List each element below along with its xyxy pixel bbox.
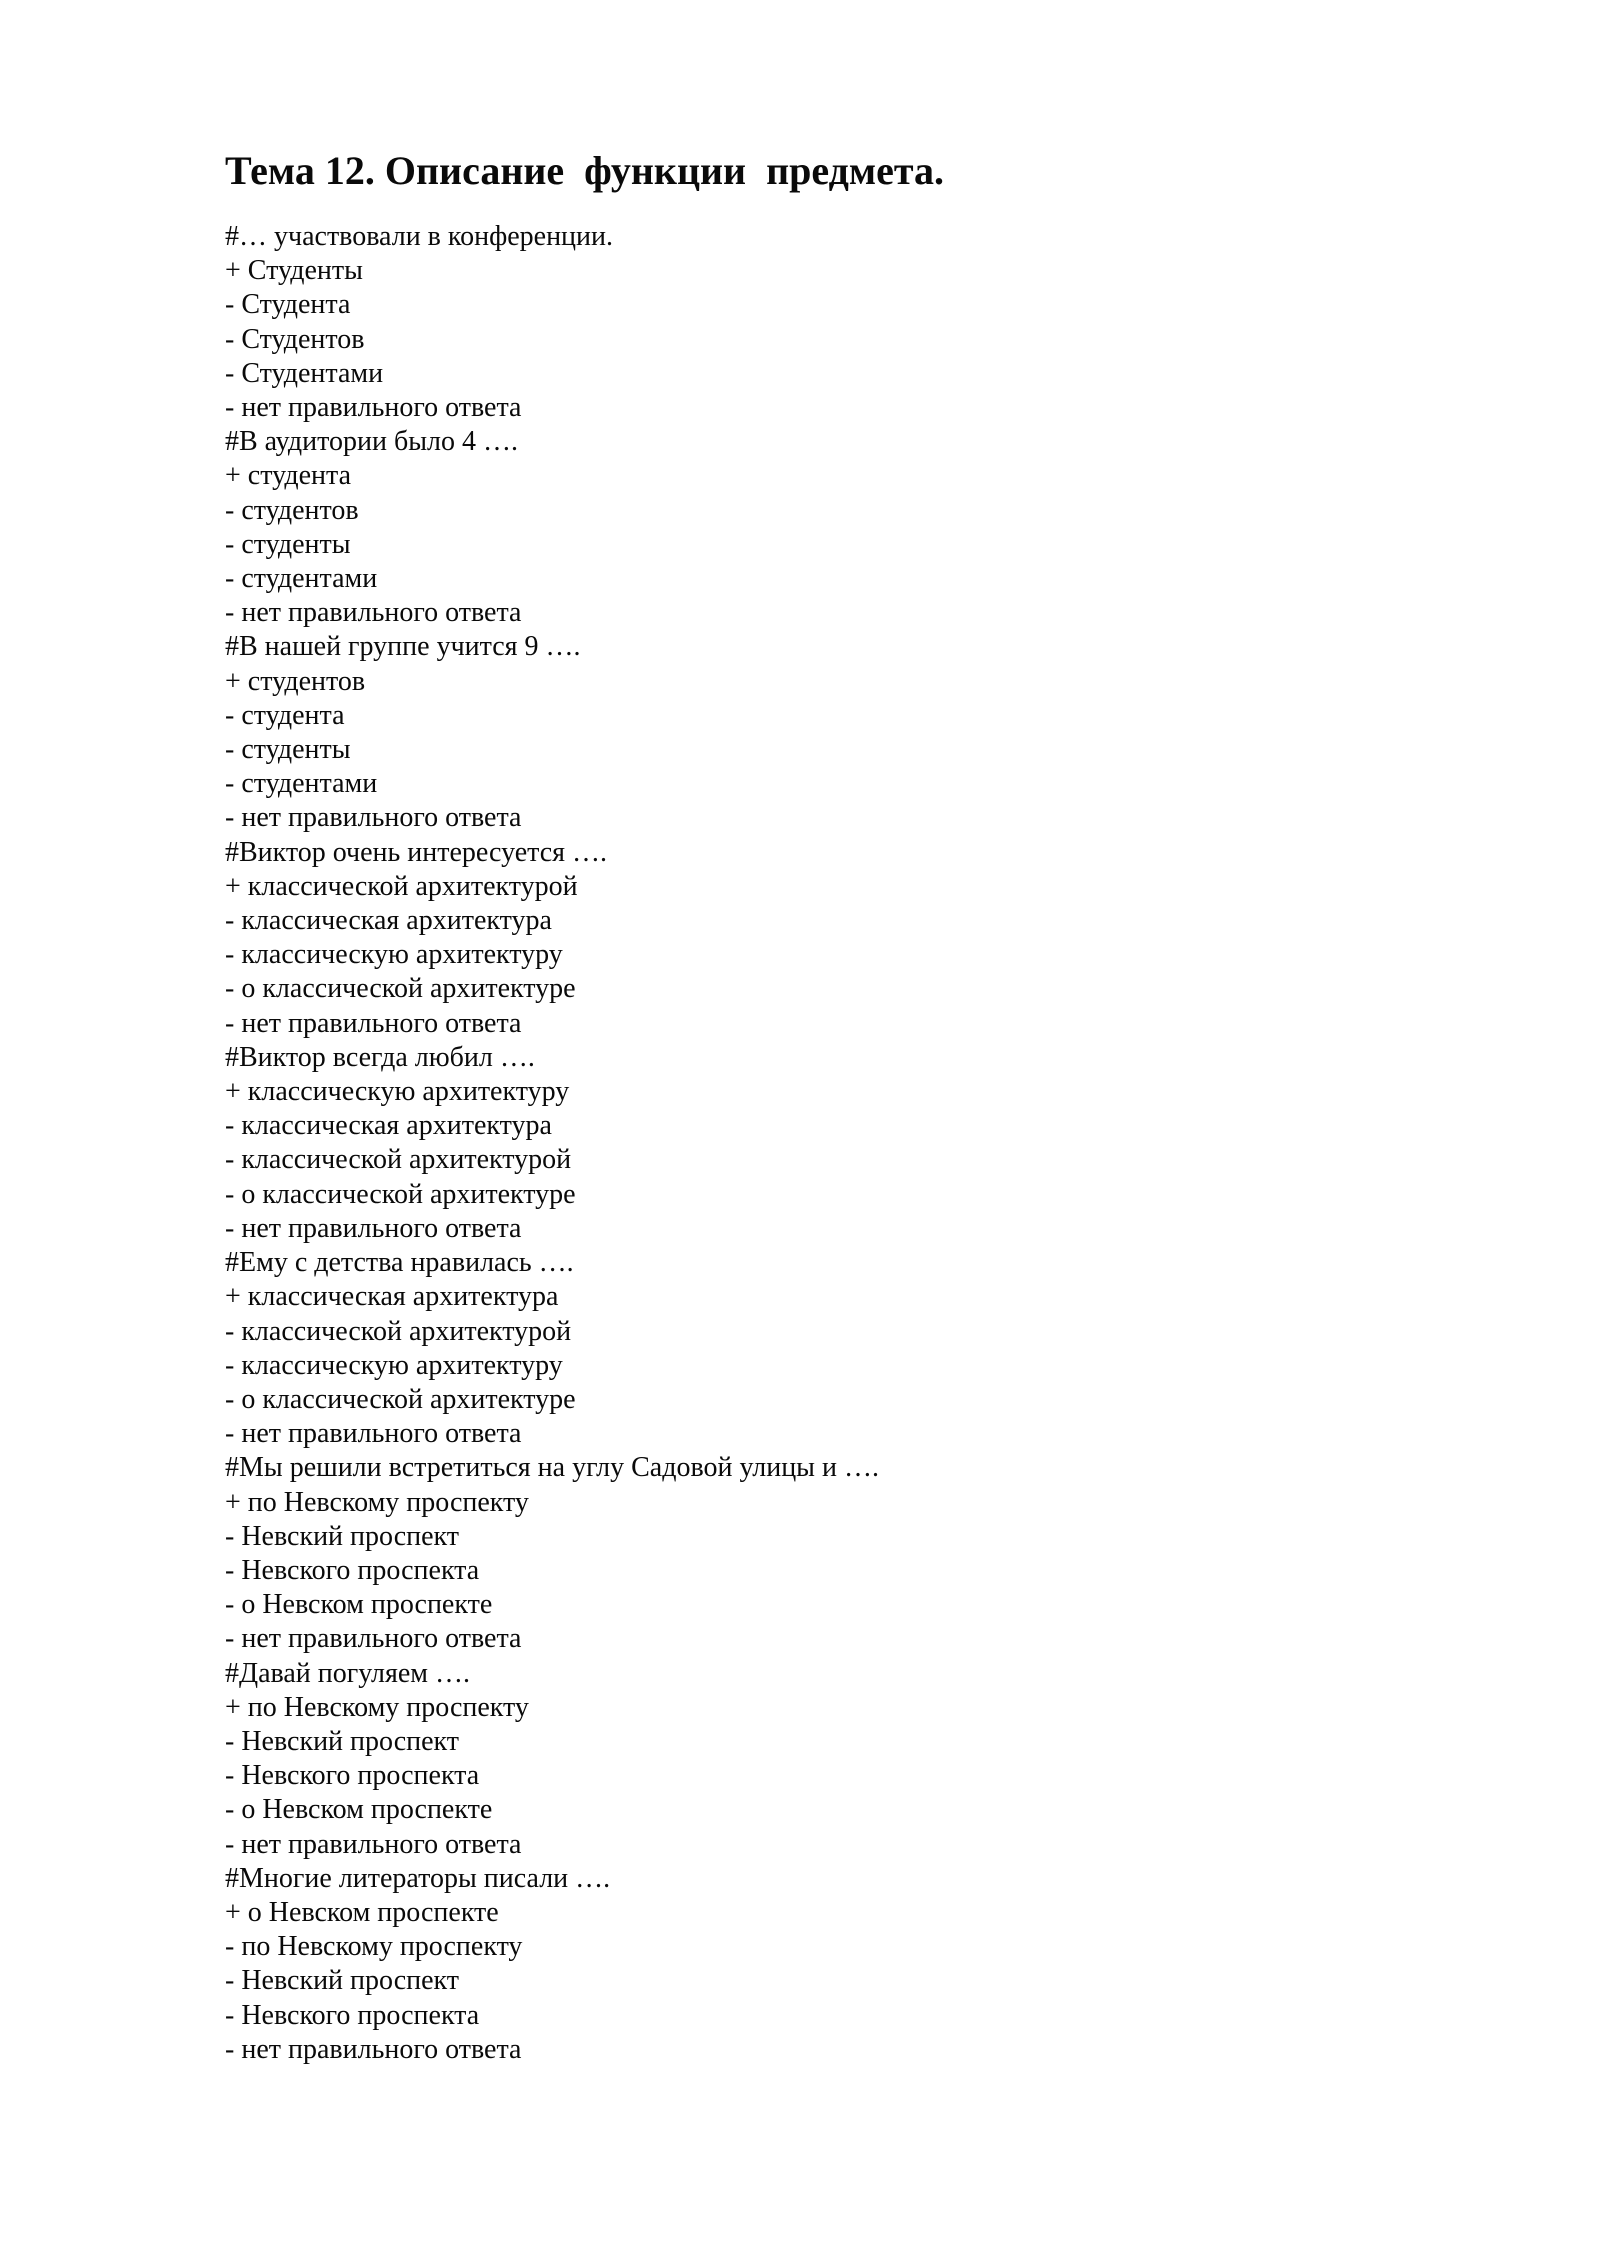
- answer-marker: -: [225, 1931, 235, 1963]
- answer-text: Студента: [241, 289, 351, 321]
- answer-text: нет правильного ответа: [241, 2033, 522, 2065]
- answer-marker: -: [225, 1178, 235, 1210]
- answer-text: классическую архитектуру: [241, 1349, 563, 1381]
- answer-marker: -: [225, 1349, 235, 1381]
- answer-option-incorrect: [225, 1349, 1540, 1383]
- answer-option-incorrect: [225, 1554, 1540, 1588]
- answer-marker: -: [225, 699, 235, 731]
- answer-marker: -: [225, 1794, 235, 1826]
- answer-marker: -: [225, 1623, 235, 1655]
- answer-marker: -: [225, 1554, 235, 1586]
- answer-text: Студентов: [241, 323, 365, 355]
- answer-option-incorrect: [225, 1212, 1540, 1246]
- answer-marker: -: [225, 1589, 235, 1621]
- answer-text: Невский проспект: [241, 1965, 460, 1997]
- answer-marker: +: [225, 1076, 241, 1108]
- answer-marker: -: [225, 392, 235, 424]
- answer-option-correct: [225, 254, 1540, 288]
- question-prompt: #Давай погуляем ….: [225, 1657, 471, 1689]
- answer-option-incorrect: [225, 357, 1540, 391]
- answer-marker: -: [225, 1828, 235, 1860]
- answer-option-correct: [225, 1486, 1540, 1520]
- answer-marker: -: [225, 597, 235, 629]
- answer-marker: -: [225, 1999, 235, 2031]
- answer-marker: -: [225, 1520, 235, 1552]
- answer-option-correct: [225, 459, 1540, 493]
- answer-text: студенты: [241, 734, 351, 766]
- answer-option-incorrect: [225, 1725, 1540, 1759]
- answer-option-incorrect: [225, 1622, 1540, 1656]
- answer-option-correct: [225, 1691, 1540, 1725]
- answer-text: Невский проспект: [241, 1520, 460, 1552]
- answer-option-incorrect: [225, 801, 1540, 835]
- answer-text: студента: [241, 699, 345, 731]
- answer-marker: -: [225, 1212, 235, 1244]
- answer-text: нет правильного ответа: [241, 1623, 522, 1655]
- answer-text: о Невском проспекте: [241, 1794, 493, 1826]
- answer-text: нет правильного ответа: [241, 1212, 522, 1244]
- answer-text: классической архитектурой: [247, 870, 578, 902]
- answer-marker: +: [225, 1486, 241, 1518]
- answer-text: Невского проспекта: [241, 1760, 480, 1792]
- answer-marker: -: [225, 494, 235, 526]
- answer-text: классическая архитектура: [241, 905, 552, 937]
- question-prompt: #Виктор всегда любил ….: [225, 1041, 535, 1073]
- answer-text: нет правильного ответа: [241, 802, 522, 834]
- answer-text: классическую архитектуру: [241, 939, 563, 971]
- answer-text: по Невскому проспекту: [247, 1691, 529, 1723]
- answer-option-incorrect: [225, 1315, 1540, 1349]
- answer-marker: +: [225, 1691, 241, 1723]
- question-prompt: #Ему с детства нравилась ….: [225, 1247, 574, 1279]
- answer-option-incorrect: [225, 1417, 1540, 1451]
- answer-marker: -: [225, 905, 235, 937]
- answer-option-correct: [225, 870, 1540, 904]
- answer-text: студентов: [247, 665, 366, 697]
- answer-option-incorrect: [225, 596, 1540, 630]
- answer-option-incorrect: [225, 972, 1540, 1006]
- question-prompt: #В аудитории было 4 ….: [225, 426, 519, 458]
- answer-text: о классической архитектуре: [241, 973, 576, 1005]
- answer-text: Студентами: [241, 357, 384, 389]
- answer-option-incorrect: [225, 528, 1540, 562]
- answer-option-incorrect: [225, 1520, 1540, 1554]
- answer-option-incorrect: [225, 562, 1540, 596]
- answer-marker: -: [225, 939, 235, 971]
- answer-text: классической архитектурой: [241, 1144, 572, 1176]
- answer-option-incorrect: [225, 323, 1540, 357]
- page-title: Тема 12. Описание функции предмета.: [225, 148, 944, 193]
- answer-option-incorrect: [225, 1007, 1540, 1041]
- answer-text: студентов: [241, 494, 359, 526]
- answer-marker: -: [225, 563, 235, 595]
- answer-marker: +: [225, 1281, 241, 1313]
- answer-marker: -: [225, 2033, 235, 2065]
- answer-text: по Невскому проспекту: [247, 1486, 529, 1518]
- answer-text: о Невском проспекте: [247, 1896, 499, 1928]
- answer-marker: -: [225, 802, 235, 834]
- answer-text: студенты: [241, 528, 351, 560]
- question-prompt: #В нашей группе учится 9 ….: [225, 631, 581, 663]
- answer-option-incorrect: [225, 1383, 1540, 1417]
- answer-option-incorrect: [225, 1588, 1540, 1622]
- answer-text: студента: [247, 460, 351, 492]
- answer-text: нет правильного ответа: [241, 597, 522, 629]
- answer-option-incorrect: [225, 494, 1540, 528]
- answer-text: нет правильного ответа: [241, 392, 522, 424]
- answer-text: Невского проспекта: [241, 1999, 480, 2031]
- answer-text: по Невскому проспекту: [241, 1931, 523, 1963]
- answer-text: о классической архитектуре: [241, 1383, 576, 1415]
- answer-marker: -: [225, 289, 235, 321]
- answer-marker: -: [225, 1760, 235, 1792]
- answer-marker: -: [225, 973, 235, 1005]
- answer-marker: +: [225, 255, 241, 287]
- answer-option-incorrect: [225, 767, 1540, 801]
- answer-text: нет правильного ответа: [241, 1007, 522, 1039]
- answer-text: Невский проспект: [241, 1725, 460, 1757]
- question-prompt: #Виктор очень интересуется ….: [225, 836, 608, 868]
- answer-marker: +: [225, 665, 241, 697]
- answer-option-incorrect: [225, 1828, 1540, 1862]
- answer-marker: -: [225, 1725, 235, 1757]
- answer-marker: -: [225, 768, 235, 800]
- answer-text: классической архитектурой: [241, 1315, 572, 1347]
- answer-option-incorrect: [225, 1964, 1540, 1998]
- answer-marker: -: [225, 734, 235, 766]
- answer-option-incorrect: [225, 2033, 1540, 2067]
- answer-marker: -: [225, 1315, 235, 1347]
- answer-marker: -: [225, 1007, 235, 1039]
- answer-marker: -: [225, 357, 235, 389]
- question-prompt: #Многие литераторы писали ….: [225, 1862, 611, 1894]
- answer-option-incorrect: [225, 1759, 1540, 1793]
- answer-marker: -: [225, 528, 235, 560]
- answer-option-incorrect: [225, 1999, 1540, 2033]
- answer-option-incorrect: [225, 1793, 1540, 1827]
- answer-text: классическую архитектуру: [247, 1076, 570, 1108]
- answer-marker: +: [225, 460, 241, 492]
- answer-text: студентами: [241, 563, 378, 595]
- answer-text: нет правильного ответа: [241, 1828, 522, 1860]
- answer-option-correct: [225, 1075, 1540, 1109]
- answer-option-incorrect: [225, 1143, 1540, 1177]
- answer-marker: -: [225, 1383, 235, 1415]
- answer-option-correct: [225, 1896, 1540, 1930]
- question-prompt: #… участвовали в конференции.: [225, 221, 614, 252]
- answer-option-incorrect: [225, 288, 1540, 322]
- answer-marker: +: [225, 1896, 241, 1928]
- answer-option-correct: [225, 665, 1540, 699]
- answer-marker: +: [225, 870, 241, 902]
- answer-marker: -: [225, 1418, 235, 1450]
- answer-marker: -: [225, 1144, 235, 1176]
- answer-option-incorrect: [225, 1178, 1540, 1212]
- answer-option-incorrect: [225, 699, 1540, 733]
- answer-option-incorrect: [225, 733, 1540, 767]
- answer-text: о Невском проспекте: [241, 1589, 493, 1621]
- answer-text: Невского проспекта: [241, 1554, 480, 1586]
- answer-text: о классической архитектуре: [241, 1178, 576, 1210]
- answer-text: классическая архитектура: [247, 1281, 559, 1313]
- answer-option-incorrect: [225, 904, 1540, 938]
- answer-text: студентами: [241, 768, 378, 800]
- answer-text: нет правильного ответа: [241, 1418, 522, 1450]
- answer-marker: -: [225, 323, 235, 355]
- answer-text: Студенты: [247, 255, 363, 287]
- answer-option-correct: [225, 1280, 1540, 1314]
- answer-marker: -: [225, 1965, 235, 1997]
- answer-option-incorrect: [225, 938, 1540, 972]
- quiz-list: [225, 220, 1540, 2067]
- answer-option-incorrect: [225, 391, 1540, 425]
- answer-option-incorrect: [225, 1109, 1540, 1143]
- answer-marker: -: [225, 1110, 235, 1142]
- answer-option-incorrect: [225, 1930, 1540, 1964]
- question-prompt: #Мы решили встретиться на углу Садовой улицы и ….: [225, 1452, 879, 1484]
- answer-text: классическая архитектура: [241, 1110, 552, 1142]
